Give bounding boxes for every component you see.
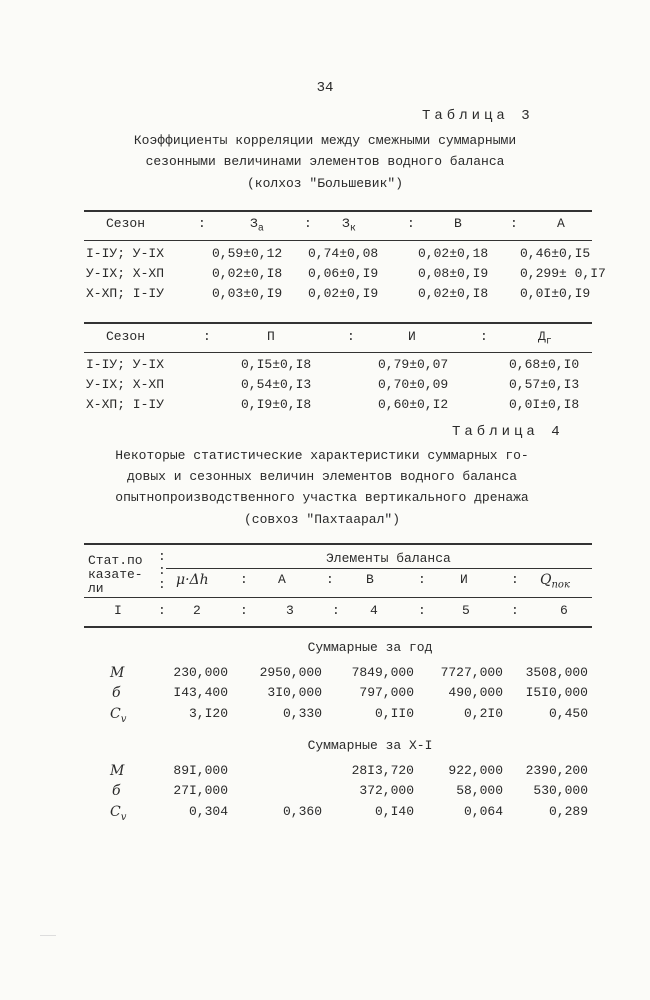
table3-title-line-3: (колхоз "Большевик") [246, 176, 404, 191]
cell-q: I5I0,000 [525, 685, 588, 700]
header-mu-dh: μ·Δh [176, 572, 209, 588]
colon: : [240, 603, 248, 618]
table3-row [0, 397, 650, 417]
table3-row [0, 286, 650, 306]
header-season: Сезон [106, 216, 146, 231]
table4-title-line-3: опытнопроизводственного участка вертикального дренажа [115, 490, 529, 505]
cell-q: 0,289 [548, 804, 588, 819]
cell-dg: 0,57±0,I3 [509, 377, 580, 392]
cell-za: 0,59±0,12 [212, 246, 283, 261]
cell-v: 0,II0 [374, 706, 414, 721]
cell-a: 0,330 [282, 706, 322, 721]
cell-za: 0,03±0,I9 [212, 286, 283, 301]
cell-v: 7849,000 [351, 665, 414, 680]
cell-i: 0,60±0,I2 [378, 397, 449, 412]
table3-label: Таблица 3 [422, 108, 534, 124]
colon: : [203, 329, 211, 344]
colon: : [326, 572, 334, 587]
cell-i: 490,000 [448, 685, 503, 700]
header-season: Сезон [106, 329, 146, 344]
page-number: 34 [316, 80, 334, 96]
scan-mark [40, 935, 56, 936]
row-season: I-IУ; У-IX [86, 246, 165, 261]
cell-a: 0,360 [282, 804, 322, 819]
table4-group-rule [166, 568, 592, 569]
cell-za: 0,02±0,I8 [212, 266, 283, 281]
col-number: 5 [462, 603, 470, 618]
table4-top-rule [84, 543, 592, 545]
cell-v: 372,000 [359, 783, 414, 798]
cell-q: 0,450 [548, 706, 588, 721]
cell-i: 922,000 [448, 763, 503, 778]
cell-zk: 0,02±0,I9 [308, 286, 379, 301]
cell-i: 58,000 [456, 783, 503, 798]
stat-label: M [110, 665, 125, 681]
cell-v: 0,I40 [374, 804, 414, 819]
cell-v: 797,000 [359, 685, 414, 700]
table3-part2-top-rule [84, 322, 592, 324]
stat-header-line: казате- [88, 567, 143, 582]
cell-dg: 0,0I±0,I8 [509, 397, 580, 412]
header-a: А [557, 216, 565, 231]
row-season: X-XП; I-IУ [86, 397, 165, 412]
cell-v: 0,02±0,I8 [418, 286, 489, 301]
cell-i: 7727,000 [440, 665, 503, 680]
table4-row [0, 783, 650, 803]
table4-row [0, 665, 650, 685]
header-i: И [460, 572, 468, 587]
cell-mu-dh: 3,I20 [188, 706, 228, 721]
table4-numbers-rule [84, 626, 592, 628]
row-season: I-IУ; У-IX [86, 357, 165, 372]
table3-part2-header [0, 329, 650, 349]
header-p: П [267, 329, 275, 344]
row-season: У-IX; X-XП [86, 377, 165, 392]
stat-label: $C_v$ [110, 706, 127, 725]
table4-group-header: Элементы баланса [326, 551, 451, 566]
cell-dg: 0,68±0,I0 [509, 357, 580, 372]
table3-title-line-2: сезонными величинами элементов водного баланса [145, 154, 505, 169]
table4-column-numbers [0, 603, 650, 623]
table3-top-rule [84, 210, 592, 212]
row-season: X-XП; I-IУ [86, 286, 165, 301]
stat-header-line: ли [88, 581, 104, 596]
cell-q: 530,000 [533, 783, 588, 798]
cell-v: 0,08±0,I9 [418, 266, 489, 281]
col-number: 2 [193, 603, 201, 618]
stat-label: M [110, 763, 125, 779]
cell-i: 0,79±0,07 [378, 357, 449, 372]
cell-mu-dh: I43,400 [173, 685, 228, 700]
header-v: В [454, 216, 462, 231]
table4-col-header [0, 572, 650, 592]
stat-header-line: Стат.по [88, 553, 143, 568]
header-z-k: $З_к$ [342, 216, 356, 235]
cell-i: 0,70±0,09 [378, 377, 449, 392]
colon: : [332, 603, 340, 618]
header-q-pok: $Q_{пок}$ [540, 572, 570, 591]
stat-label: $C_v$ [110, 804, 127, 823]
cell-mu-dh: 27I,000 [173, 783, 228, 798]
cell-mu-dh: 89I,000 [173, 763, 228, 778]
table3-row [0, 377, 650, 397]
cell-p: 0,I5±0,I8 [241, 357, 312, 372]
table4-row [0, 706, 650, 726]
stat-label: б [112, 685, 121, 701]
cell-i: 0,2I0 [463, 706, 503, 721]
cell-mu-dh: 0,304 [188, 804, 228, 819]
colon: : [480, 329, 488, 344]
colon: : [510, 216, 518, 231]
colon: : [347, 329, 355, 344]
table4-label: Таблица 4 [452, 424, 564, 440]
colon: : [407, 216, 415, 231]
table3-part1-header [0, 216, 650, 236]
table3-row [0, 246, 650, 266]
colon: : [511, 572, 519, 587]
cell-zk: 0,06±0,I9 [308, 266, 379, 281]
colon: : [240, 572, 248, 587]
cell-i: 0,064 [463, 804, 503, 819]
cell-p: 0,54±0,I3 [241, 377, 312, 392]
table4-title-line-1: Некоторые статистические характеристики суммарных го- [115, 448, 529, 463]
colon: : [198, 216, 206, 231]
table4-row [0, 804, 650, 824]
cell-mu-dh: 230,000 [173, 665, 228, 680]
row-season: У-IX; X-XП [86, 266, 165, 281]
header-v: В [366, 572, 374, 587]
cell-a: 0,46±0,I5 [520, 246, 591, 261]
section-title-x-i: Суммарные за X-I [307, 738, 433, 753]
cell-zk: 0,74±0,08 [308, 246, 379, 261]
colon: : [158, 603, 166, 618]
col-number: 6 [560, 603, 568, 618]
cell-a: 2950,000 [259, 665, 322, 680]
colon: : [418, 572, 426, 587]
col-number: 3 [286, 603, 294, 618]
header-i: И [408, 329, 416, 344]
table3-row [0, 266, 650, 286]
cell-v: 0,02±0,18 [418, 246, 489, 261]
table3-header-rule [84, 240, 592, 241]
cell-p: 0,I9±0,I8 [241, 397, 312, 412]
table4-header-colons: : : : [158, 549, 166, 592]
colon: : [511, 603, 519, 618]
table3-part2-header-rule [84, 352, 592, 353]
col-number: I [114, 603, 122, 618]
cell-q: 2390,200 [525, 763, 588, 778]
table3-title-line-1: Коэффициенты корреляции между смежными суммарными [133, 133, 517, 148]
table4-title-line-4: (совхоз "Пахтаарал") [243, 512, 401, 527]
cell-a: 0,299± 0,I7 [520, 266, 606, 281]
header-z-a: $З_а$ [250, 216, 264, 235]
cell-a: 0,0I±0,I9 [520, 286, 591, 301]
table4-row [0, 685, 650, 705]
table4-header-rule [84, 597, 592, 598]
table4-title-line-2: довых и сезонных величин элементов водного баланса [126, 469, 518, 484]
cell-v: 28I3,720 [351, 763, 414, 778]
header-a: А [278, 572, 286, 587]
cell-q: 3508,000 [525, 665, 588, 680]
cell-a: 3I0,000 [267, 685, 322, 700]
colon: : [418, 603, 426, 618]
table3-row [0, 357, 650, 377]
section-title-year: Суммарные за год [307, 640, 433, 655]
header-d-g: $Д_г$ [538, 329, 552, 348]
colon: : [304, 216, 312, 231]
table4-row [0, 763, 650, 783]
stat-label: б [112, 783, 121, 799]
col-number: 4 [370, 603, 378, 618]
